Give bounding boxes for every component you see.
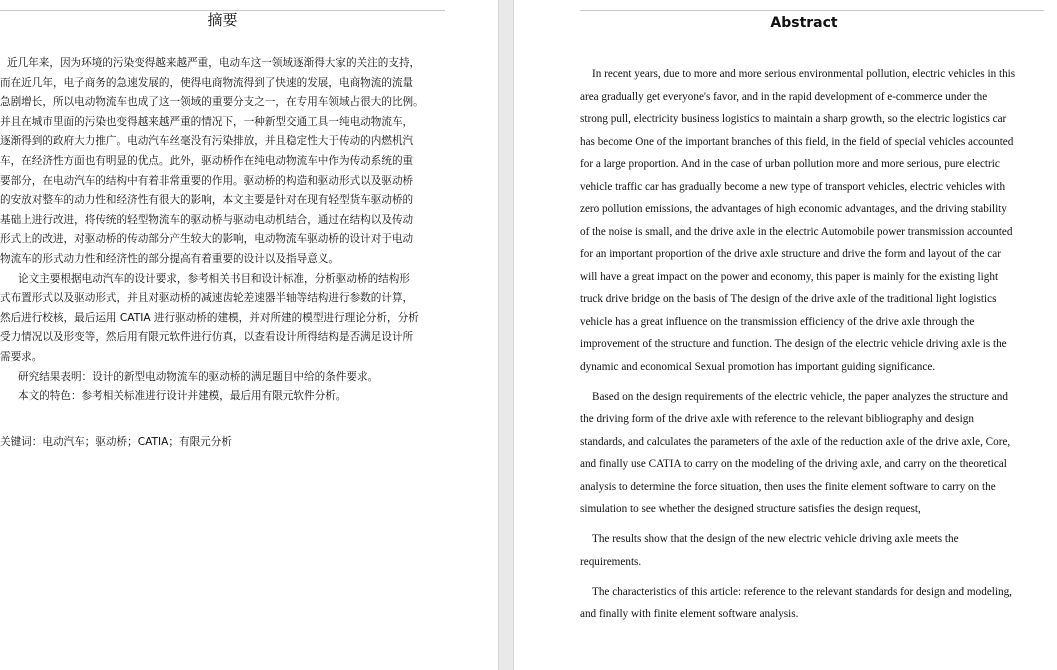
- text-line: 车，在经济性方面也有明显的优点。此外，驱动桥作在纯电动物流车中作为传动系统的重: [0, 154, 414, 167]
- text-line: 本文的特色：参考相关标准进行设计并建模，最后用有限元软件分析。: [18, 390, 347, 403]
- text-line: of the noise is small, and the drive axle in the electric Automobile power transmission accounted: [580, 225, 1013, 238]
- text-line: has become One of the important branches of this field, in the field of special vehicles accounted: [580, 135, 1014, 148]
- text-line: 基础上进行改进，将传统的轻型物流车的驱动桥与驱动电动机结合，通过在结构以及传动: [0, 213, 414, 226]
- text-line: 论文主要根据电动汽车的设计要求，参考相关书目和设计标准，分析驱动桥的结构形: [18, 272, 410, 285]
- left-page: [0, 0, 498, 670]
- text-line: improvement of the structure and function. The design of the electric vehicle driving axle is the: [580, 338, 1007, 350]
- page-edge: [498, 0, 499, 670]
- text-line: 急剧增长，所以电动物流车也成了这一领域的重要分支之一，在专用车领域占很大的比例。: [0, 96, 424, 109]
- text-line: for a large proportion. And in the case of urban pollution more and more serious, pure electric: [580, 158, 1000, 170]
- chinese-keywords: 关键词：电动汽车；驱动桥；CATIA；有限元分析: [0, 436, 232, 448]
- text-line: requirements.: [580, 555, 642, 568]
- text-line: 要部分，在电动汽车的结构中有着非常重要的作用。驱动桥的构造和驱动形式以及驱动桥: [0, 174, 414, 187]
- text-line: the driving form of the drive axle with reference to the relevant bibliography and design: [580, 413, 974, 425]
- text-line: vehicle has a great influence on the transmission efficiency of the drive axle through the: [580, 315, 975, 328]
- text-line: 形式上的改进，对驱动桥的传动部分产生较大的影响，电动物流车驱动桥的设计对于电动: [0, 233, 414, 246]
- text-line: The characteristics of this article: reference to the relevant standards for design and modeling,: [592, 585, 1012, 598]
- text-line: strong pull, electricity business logistics to maintain a sharp growth, so the electric logistics car: [580, 113, 1007, 125]
- text-line: truck drive bridge on the basis of The design of the drive axle of the traditional light logistics: [580, 293, 997, 305]
- text-line: and finally with finite element software analysis.: [580, 608, 799, 620]
- text-line: simulation to see whether the designed structure satisfies the design request,: [580, 503, 921, 515]
- text-line: will have a great impact on the power and economy, this paper is mainly for the existing light: [580, 270, 999, 283]
- text-line: vehicle traffic car has gradually become a new type of transport vehicles, electric vehicles with: [580, 180, 1006, 193]
- text-line: 受力情况以及形变等，然后用有限元软件进行仿真，以查看设计所得结构是否满足设计所: [0, 331, 414, 344]
- english-abstract-body: [580, 63, 1040, 626]
- chinese-abstract-body: [0, 54, 445, 407]
- text-line: Based on the design requirements of the electric vehicle, the paper analyzes the structure and: [592, 390, 1008, 403]
- text-line: zero pollution emissions, the advantages of high economic advantages, and the driving stability: [580, 203, 1007, 215]
- page-gutter: [498, 0, 514, 670]
- text-line: and finally use CATIA to carry on the modeling of the driving axle, and carry on the theoretical: [580, 458, 1007, 470]
- english-abstract-title: Abstract: [770, 15, 838, 31]
- text-line: for an important proportion of the drive axle structure and drive the form and layout of the car: [580, 248, 1001, 260]
- text-line: dynamic and economical Sexual promotion has important guiding significance.: [580, 360, 936, 373]
- text-line: 物流车的形式动力性和经济性的部分提高有着重要的设计以及指导意义。: [0, 252, 339, 265]
- text-line: 需要求。: [0, 350, 43, 363]
- text-line: 研究结果表明：设计的新型电动物流车的驱动桥的满足题目中给的条件要求。: [18, 370, 379, 383]
- text-line: 逐渐得到的政府大力推广。电动汽车丝毫没有污染排放，并且稳定性大于传动的内燃机汽: [0, 135, 414, 148]
- text-line: area gradually get everyone's favor, and in the rapid development of e-commerce under the: [580, 90, 988, 103]
- text-line: 然后进行校核，最后运用 CATIA 进行驱动桥的建模，并对所建的模型进行理论分析，分析: [0, 311, 419, 324]
- chinese-abstract-title: 摘要: [207, 11, 238, 29]
- text-line: 而在近几年，电子商务的急速发展的，使得电商物流得到了快速的发展，电商物流的流量: [0, 76, 414, 89]
- text-line: 的安放对整车的动力性和经济性有很大的影响，本文主要是针对在现有轻型货车驱动桥的: [0, 194, 414, 207]
- header-rule: [580, 10, 1044, 11]
- text-line: In recent years, due to more and more serious environmental pollution, electric vehicles in this: [592, 68, 1016, 80]
- text-line: The results show that the design of the new electric vehicle driving axle meets the: [592, 533, 959, 545]
- text-line: analysis to determine the force situation, then uses the finite element software to carry on the: [580, 480, 996, 493]
- text-line: standards, and calculates the parameters of the axle of the reduction axle of the drive axle, Core,: [580, 435, 1011, 448]
- text-line: 并且在城市里面的污染也变得越来越严重的情况下，一种新型交通工具一纯电动物流车，: [0, 115, 414, 128]
- text-line: 近几年来，因为环境的污染变得越来越严重，电动车这一领域逐渐得大家的关注的支持，: [7, 57, 421, 69]
- text-line: 式布置形式以及驱动形式，并且对驱动桥的减速齿轮差速器半轴等结构进行参数的计算，: [0, 292, 414, 305]
- right-page: [514, 0, 1057, 670]
